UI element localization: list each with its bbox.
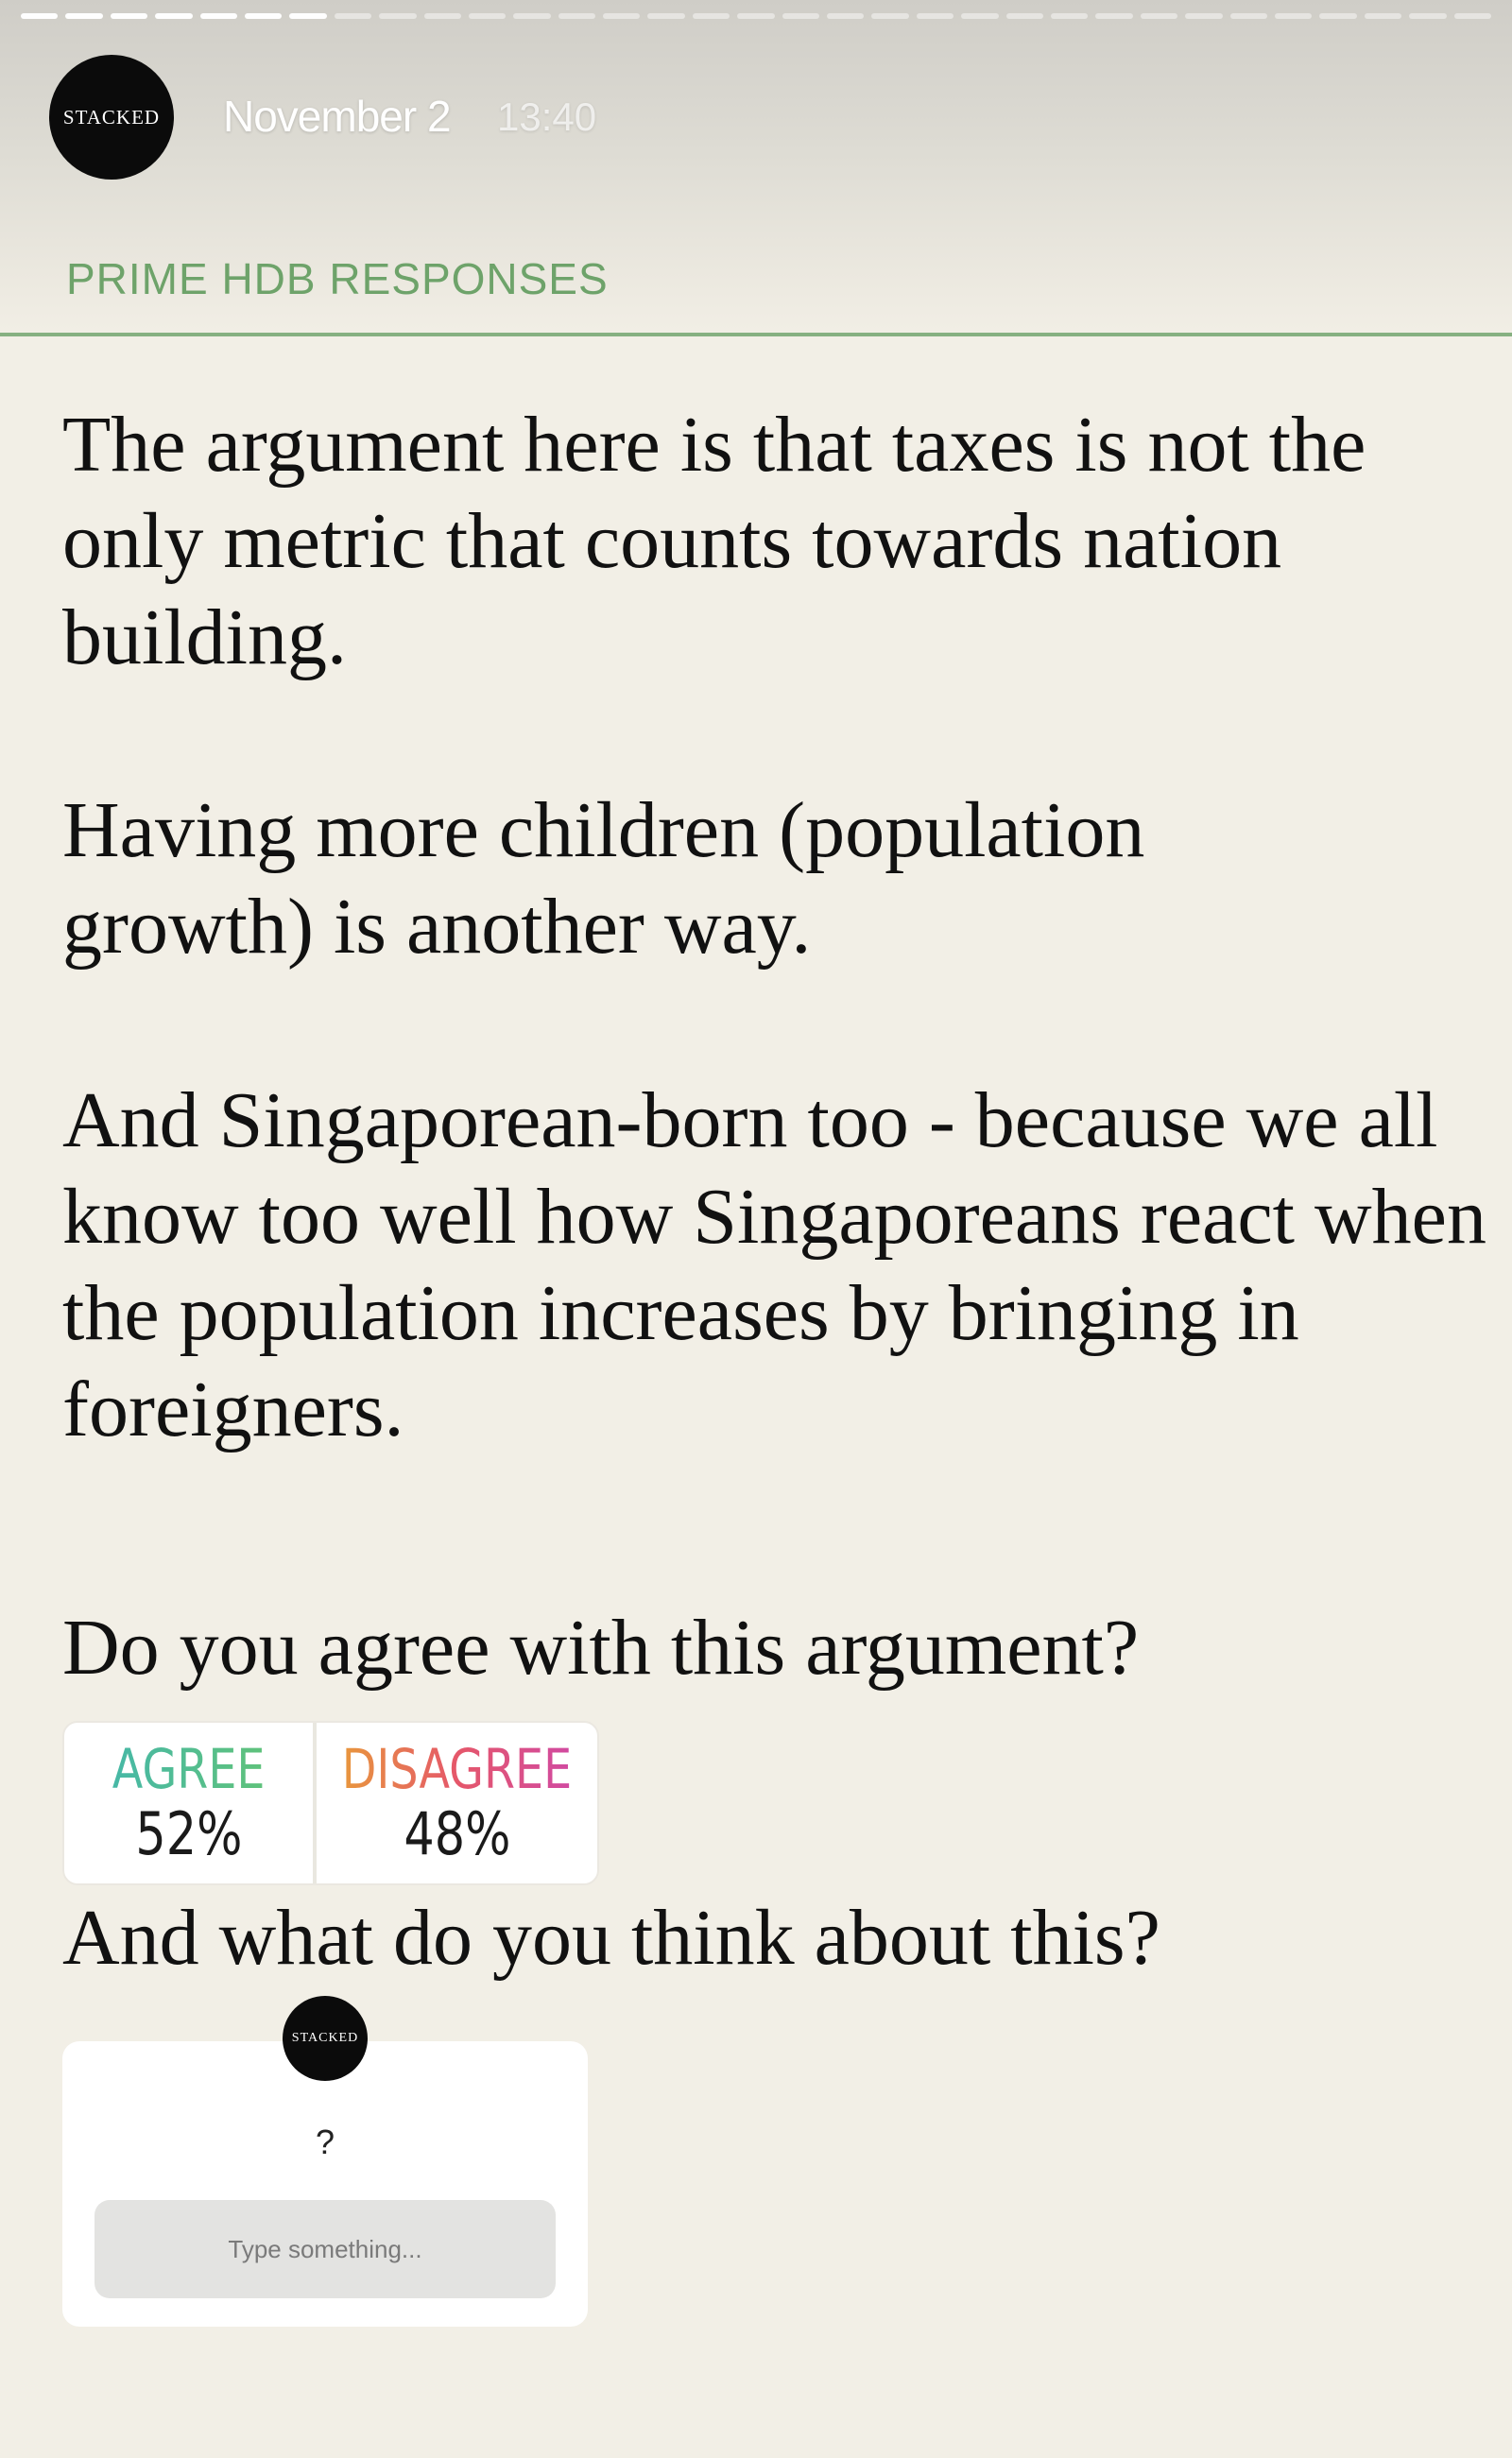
section-label: PRIME HDB RESPONSES xyxy=(66,254,609,303)
story-progress-segment xyxy=(603,13,640,19)
question-sticker-avatar-text: STACKED xyxy=(291,2031,359,2045)
story-progress-segment xyxy=(737,13,774,19)
story-progress-segment xyxy=(1409,13,1446,19)
section-divider xyxy=(0,333,1512,336)
paragraph-1: The argument here is that taxes is not the only metric that counts towards nation building. xyxy=(62,401,1366,681)
story-progress-segment xyxy=(200,13,237,19)
story-progress-segment xyxy=(379,13,416,19)
story-progress-segment xyxy=(647,13,684,19)
story-progress-segment xyxy=(424,13,461,19)
story-progress-segment xyxy=(1141,13,1177,19)
story-progress-segment xyxy=(513,13,550,19)
story-progress-segment xyxy=(1319,13,1356,19)
story-progress-segment xyxy=(871,13,908,19)
story-progress-segment xyxy=(289,13,326,19)
poll-sticker xyxy=(62,1721,599,1885)
poll-question: Do you agree with this argument? xyxy=(62,1604,1140,1692)
story-progress-segment xyxy=(782,13,819,19)
story-progress-segment xyxy=(65,13,102,19)
story-date: November 2 xyxy=(223,92,451,141)
story-progress-segment xyxy=(961,13,998,19)
poll-option-label: AGREE xyxy=(112,1737,266,1801)
paragraph-3: And Singaporean-born too - because we all know too well how Singaporeans react when the population increases by bringing in foreigners. xyxy=(62,1076,1486,1453)
story-progress-segment xyxy=(1454,13,1491,19)
story-progress-segment xyxy=(155,13,192,19)
story-progress-segment xyxy=(917,13,954,19)
poll-option-label: DISAGREE xyxy=(341,1737,573,1801)
story-progress-segment xyxy=(1275,13,1312,19)
story-progress-segment xyxy=(1006,13,1043,19)
poll-option-disagree[interactable] xyxy=(317,1723,597,1883)
question-sticker-prompt: ? xyxy=(315,2123,335,2161)
story-time: 13:40 xyxy=(497,95,597,139)
story-progress-segment xyxy=(1365,13,1401,19)
story-progress-segment xyxy=(1095,13,1132,19)
question-sticker-avatar xyxy=(283,1996,368,2081)
story-progress-segment xyxy=(469,13,506,19)
poll-option-percent: 52% xyxy=(135,1799,243,1868)
account-avatar-text: STACKED xyxy=(62,105,161,129)
story-progress-segment xyxy=(335,13,371,19)
story-progress-segment xyxy=(245,13,282,19)
story-progress-segment xyxy=(558,13,595,19)
story-progress-segment xyxy=(21,13,58,19)
story-progress-segment xyxy=(827,13,864,19)
question-sticker xyxy=(62,2031,588,2327)
poll-option-agree[interactable] xyxy=(64,1723,317,1883)
story-progress-segment xyxy=(1051,13,1088,19)
account-avatar[interactable] xyxy=(49,55,174,180)
story-progress-segment xyxy=(1185,13,1222,19)
poll-option-percent: 48% xyxy=(404,1799,511,1868)
story-progress-segment xyxy=(693,13,730,19)
question-sticker-input[interactable] xyxy=(94,2200,556,2298)
story-progress-segment xyxy=(1230,13,1267,19)
followup-question: And what do you think about this? xyxy=(62,1894,1160,1982)
story-progress-segment xyxy=(111,13,147,19)
story-progress-bar xyxy=(21,13,1491,19)
paragraph-2: Having more children (population growth) is another way. xyxy=(62,786,1145,971)
